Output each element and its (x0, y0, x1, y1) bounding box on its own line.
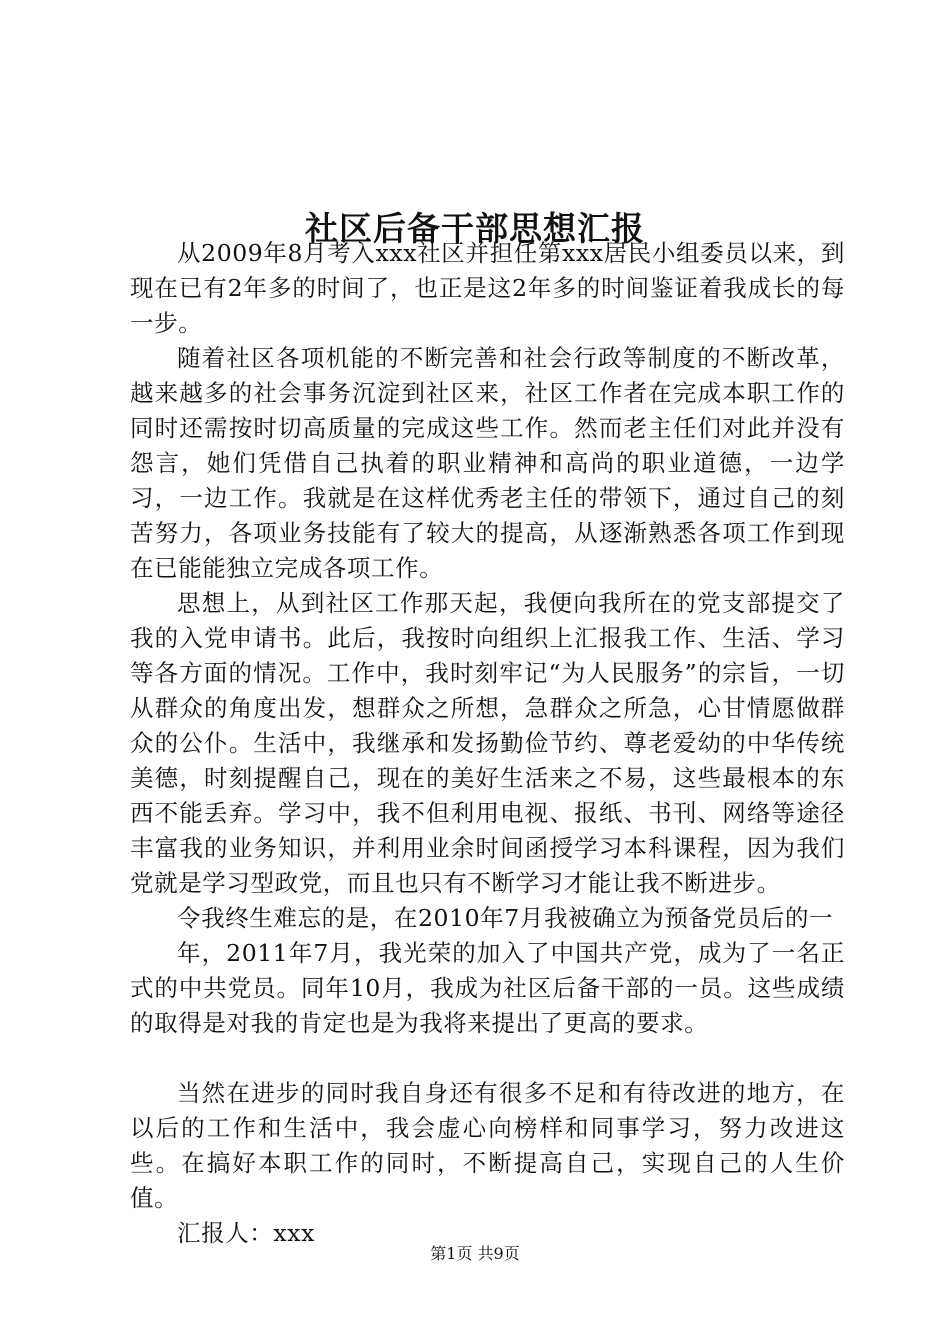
reporter-signature: 汇报人：xxx (177, 1219, 315, 1247)
paragraph-intro: 从2009年8月考入xxx社区并担任第xxx居民小组委员以来，到现在已有2年多的时间了，也正是这2年多的时间鉴证着我成长的每一步。 (130, 239, 845, 337)
paragraph-improvement: 当然在进步的同时我自身还有很多不足和有待改进的地方，在以后的工作和生活中，我会虚心向榜样和同事学习，努力改进这些。在搞好本职工作的同时，不断提高自己，实现自己的人生价值。 (130, 1079, 845, 1212)
paragraph-probationary-member: 令我终生难忘的是，在2010年7月我被确立为预备党员后的一 (177, 904, 834, 932)
paragraph-thoughts: 思想上，从到社区工作那天起，我便向我所在的党支部提交了我的入党申请书。此后，我按时向组织上汇报我工作、生活、学习等各方面的情况。工作中，我时刻牢记“为人民服务”的宗旨，一切从群众的角度出发，想群众之所想，急群众之所急，心甘情愿做群众的公仆。生活中，我继承和发扬勤俭节约、尊老爱幼的中华传统美德，时刻提醒自己，现在的美好生活来之不易，这些最根本的东西不能丢弃。学习中，我不但利用电视、报纸、书刊、网络等途径丰富我的业务知识，并利用业余时间函授学习本科课程，因为我们党就是学习型政党，而且也只有不断学习才能让我不断进步。 (130, 589, 845, 897)
page-number: 第1页 共9页 (430, 1244, 520, 1263)
paragraph-work-growth: 随着社区各项机能的不断完善和社会行政等制度的不断改革，越来越多的社会事务沉淀到社区来，社区工作者在完成本职工作的同时还需按时切高质量的完成这些工作。然而老主任们对此并没有怨言，她们凭借自己执着的职业精神和高尚的职业道德，一边学习，一边工作。我就是在这样优秀老主任的带领下，通过自己的刻苦努力，各项业务技能有了较大的提高，从逐渐熟悉各项工作到现在已能能独立完成各项工作。 (130, 344, 845, 582)
paragraph-full-member: 年，2011年7月，我光荣的加入了中国共产党，成为了一名正式的中共党员。同年10月，我成为社区后备干部的一员。这些成绩的取得是对我的肯定也是为我将来提出了更高的要求。 (130, 939, 845, 1037)
document-body (130, 236, 845, 1251)
paragraph-spacer (130, 1041, 845, 1076)
document-title: 社区后备干部思想汇报 (305, 209, 645, 249)
